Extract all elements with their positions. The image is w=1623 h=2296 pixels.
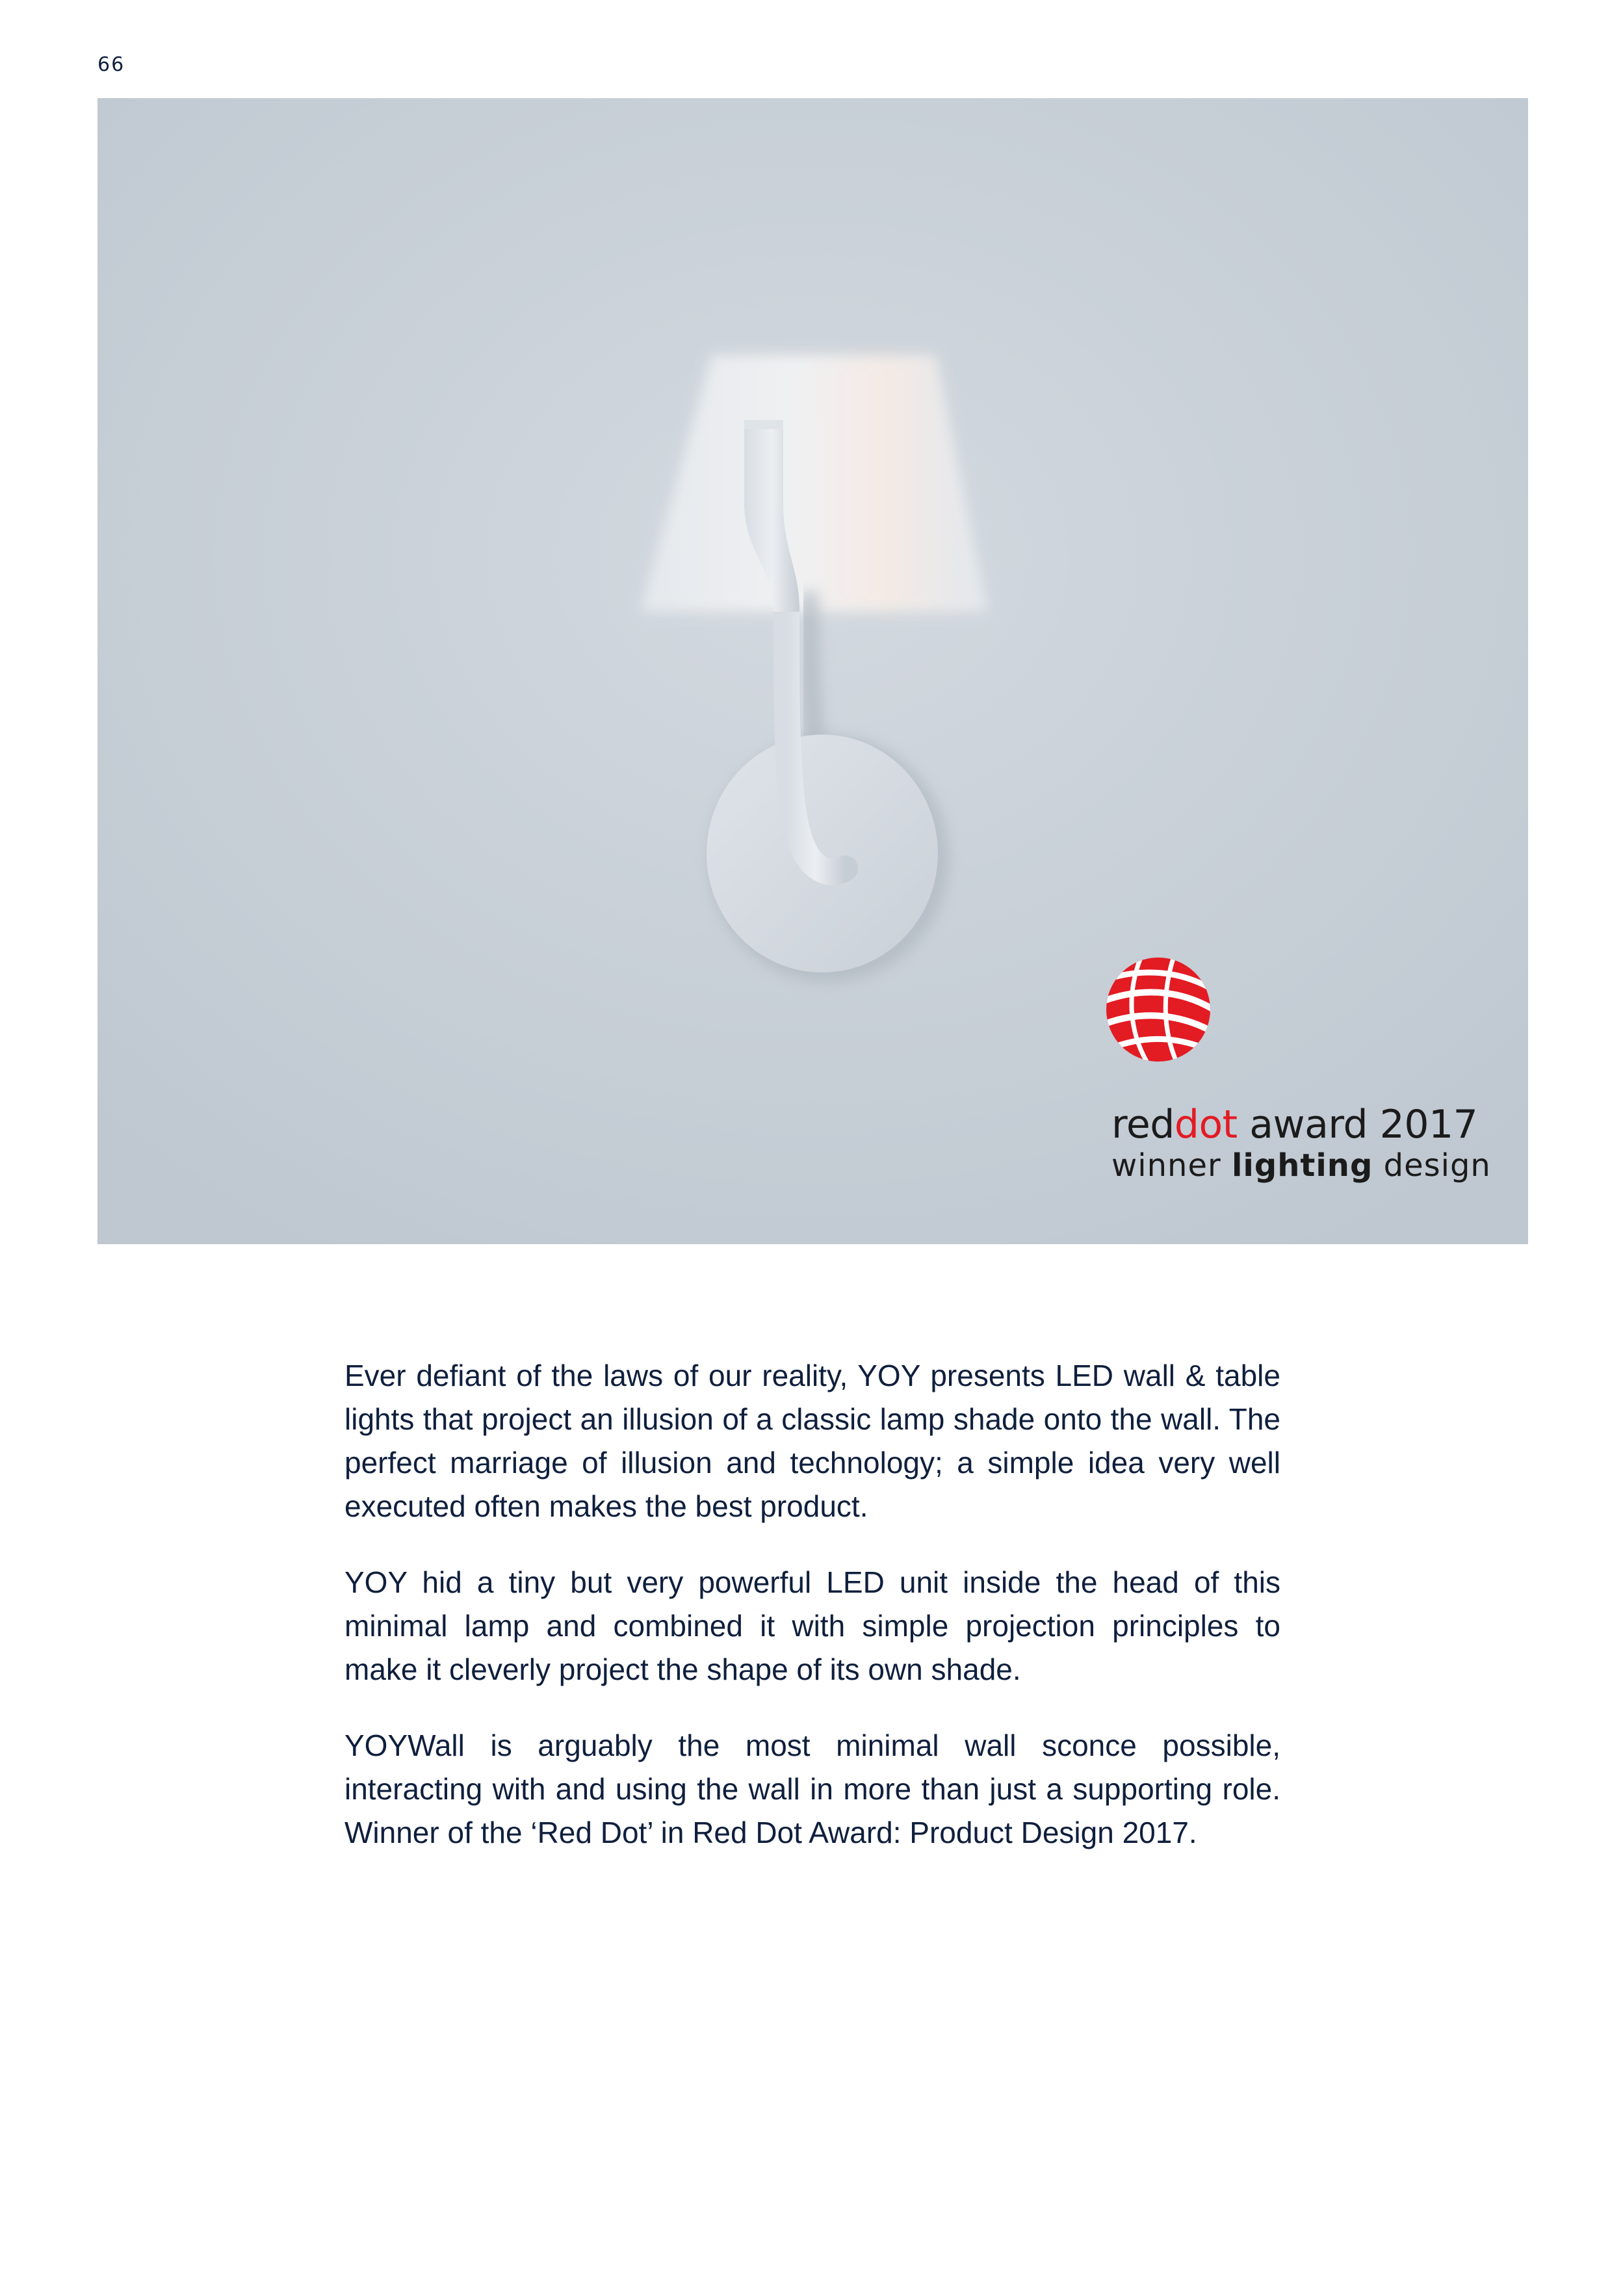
- product-photo: [97, 98, 1528, 1244]
- brand-red: red: [1111, 1102, 1175, 1147]
- award-subtitle-bold: lighting: [1231, 1147, 1373, 1184]
- wall-lamp-photo-icon: [97, 98, 1528, 1244]
- award-subtitle-post: design: [1373, 1147, 1491, 1184]
- body-text: [344, 1354, 1280, 1887]
- reddot-logo-icon: [1103, 954, 1214, 1065]
- page-number: 66: [97, 53, 125, 76]
- award-title: [1111, 1102, 1477, 1147]
- award-year: award 2017: [1237, 1102, 1478, 1147]
- paragraph-1: Ever defiant of the laws of our reality, YOY presents LED wall & table lights that project an illusion of a classic lamp shade onto the wall. The perfect marriage of illusion and technology; a simple idea very well executed often makes the best product.: [344, 1359, 1280, 1523]
- award-subtitle-pre: winner: [1111, 1147, 1232, 1184]
- paragraph-3: YOYWall is arguably the most minimal wall sconce possible, interacting with and using the wall in more than just a supporting role. Winner of the ‘Red Dot’ in Red Dot Award: Product Design 2017.: [344, 1729, 1280, 1849]
- brand-dot: dot: [1174, 1102, 1238, 1147]
- paragraph-2: YOY hid a tiny but very powerful LED unit inside the head of this minimal lamp and combined it with simple projection principles to make it cleverly project the shape of its own shade.: [344, 1565, 1280, 1686]
- award-subtitle: [1111, 1147, 1491, 1184]
